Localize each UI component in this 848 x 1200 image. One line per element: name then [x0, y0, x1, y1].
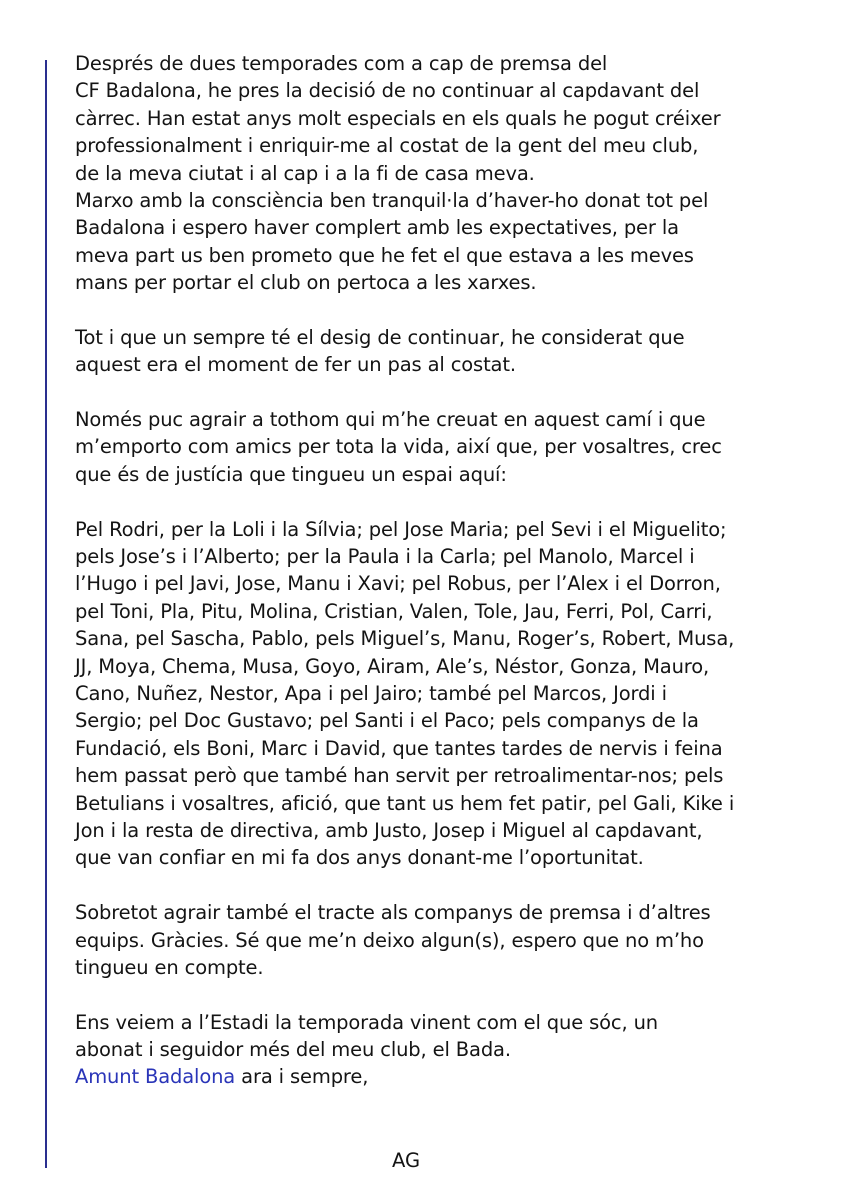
amunt-badalona-highlight: Amunt Badalona — [75, 1065, 236, 1089]
text-line: equips. Gràcies. Sé que me’n deixo algun(s), espero que no m’ho — [75, 928, 704, 952]
letter-body — [75, 50, 840, 1091]
text-line: l’Hugo i pel Javi, Jose, Manu i Xavi; pel Robus, per l’Alex i el Dorron, — [75, 572, 721, 596]
text-line: Tot i que un sempre té el desig de continuar, he considerat que — [75, 325, 685, 349]
text-line: Ens veiem a l’Estadi la temporada vinent com el que sóc, un — [75, 1010, 659, 1034]
text-line: Badalona i espero haver complert amb les expectatives, per la — [75, 216, 679, 240]
text-line: que és de justícia que tingueu un espai aquí: — [75, 462, 507, 486]
text-line: Jon i la resta de directiva, amb Justo, Josep i Miguel al capdavant, — [75, 818, 703, 842]
text-line: abonat i seguidor més del meu club, el Bada. — [75, 1038, 511, 1062]
text-line: Sana, pel Sascha, Pablo, pels Miguel’s, Manu, Roger’s, Robert, Musa, — [75, 627, 735, 651]
paragraph-gap — [75, 297, 840, 324]
text-line: m’emporto com amics per tota la vida, així que, per vosaltres, crec — [75, 435, 722, 459]
text-line: aquest era el moment de fer un pas al costat. — [75, 353, 516, 377]
paragraph-gap — [75, 981, 840, 1008]
text-line: tingueu en compte. — [75, 955, 264, 979]
text-line: meva part us ben prometo que he fet el que estava a les meves — [75, 243, 694, 267]
text-line: que van confiar en mi fa dos anys donant-me l’oportunitat. — [75, 846, 644, 870]
text-line: Fundació, els Boni, Marc i David, que tantes tardes de nervis i feina — [75, 736, 723, 760]
text-line: Sobretot agrair també el tracte als companys de premsa i d’altres — [75, 901, 711, 925]
paragraph-gap — [75, 872, 840, 899]
text-line: pel Toni, Pla, Pitu, Molina, Cristian, Valen, Tole, Jau, Ferri, Pol, Carri, — [75, 599, 713, 623]
left-margin-rule — [45, 60, 47, 1168]
text-line: Després de dues temporades com a cap de premsa del — [75, 52, 608, 75]
paragraph-gap — [75, 379, 840, 406]
text-line: hem passat però que també han servit per retroalimentar-nos; pels — [75, 764, 724, 788]
text-line: Marxo amb la consciència ben tranquil·la d’haver-ho donat tot pel — [75, 188, 709, 212]
text-line: Cano, Nuñez, Nestor, Apa i pel Jairo; també pel Marcos, Jordi i — [75, 681, 667, 705]
signature-initials: AG — [392, 1149, 421, 1172]
closing-line — [75, 1063, 840, 1090]
text-line: càrrec. Han estat anys molt especials en els quals he pogut créixer — [75, 106, 721, 130]
paragraph-gap — [75, 488, 840, 515]
text-line: Pel Rodri, per la Loli i la Sílvia; pel Jose Maria; pel Sevi i el Miguelito; — [75, 517, 727, 541]
text-line: JJ, Moya, Chema, Musa, Goyo, Airam, Ale’s, Néstor, Gonza, Mauro, — [75, 654, 710, 678]
text-line: de la meva ciutat i al cap i a la fi de casa meva. — [75, 161, 535, 185]
closing-rest: ara i sempre, — [235, 1065, 369, 1089]
text-line: mans per portar el club on pertoca a les xarxes. — [75, 271, 537, 295]
text-line: professionalment i enriquir-me al costat de la gent del meu club, — [75, 134, 699, 158]
text-line: pels Jose’s i l’Alberto; per la Paula i la Carla; pel Manolo, Marcel i — [75, 545, 695, 569]
text-line: Només puc agrair a tothom qui m’he creuat en aquest camí i que — [75, 408, 706, 432]
text-line: Betulians i vosaltres, afició, que tant us hem fet patir, pel Gali, Kike i — [75, 791, 735, 815]
text-line: Sergio; pel Doc Gustavo; pel Santi i el Paco; pels companys de la — [75, 709, 699, 733]
text-line: CF Badalona, he pres la decisió de no continuar al capdavant del — [75, 79, 700, 103]
